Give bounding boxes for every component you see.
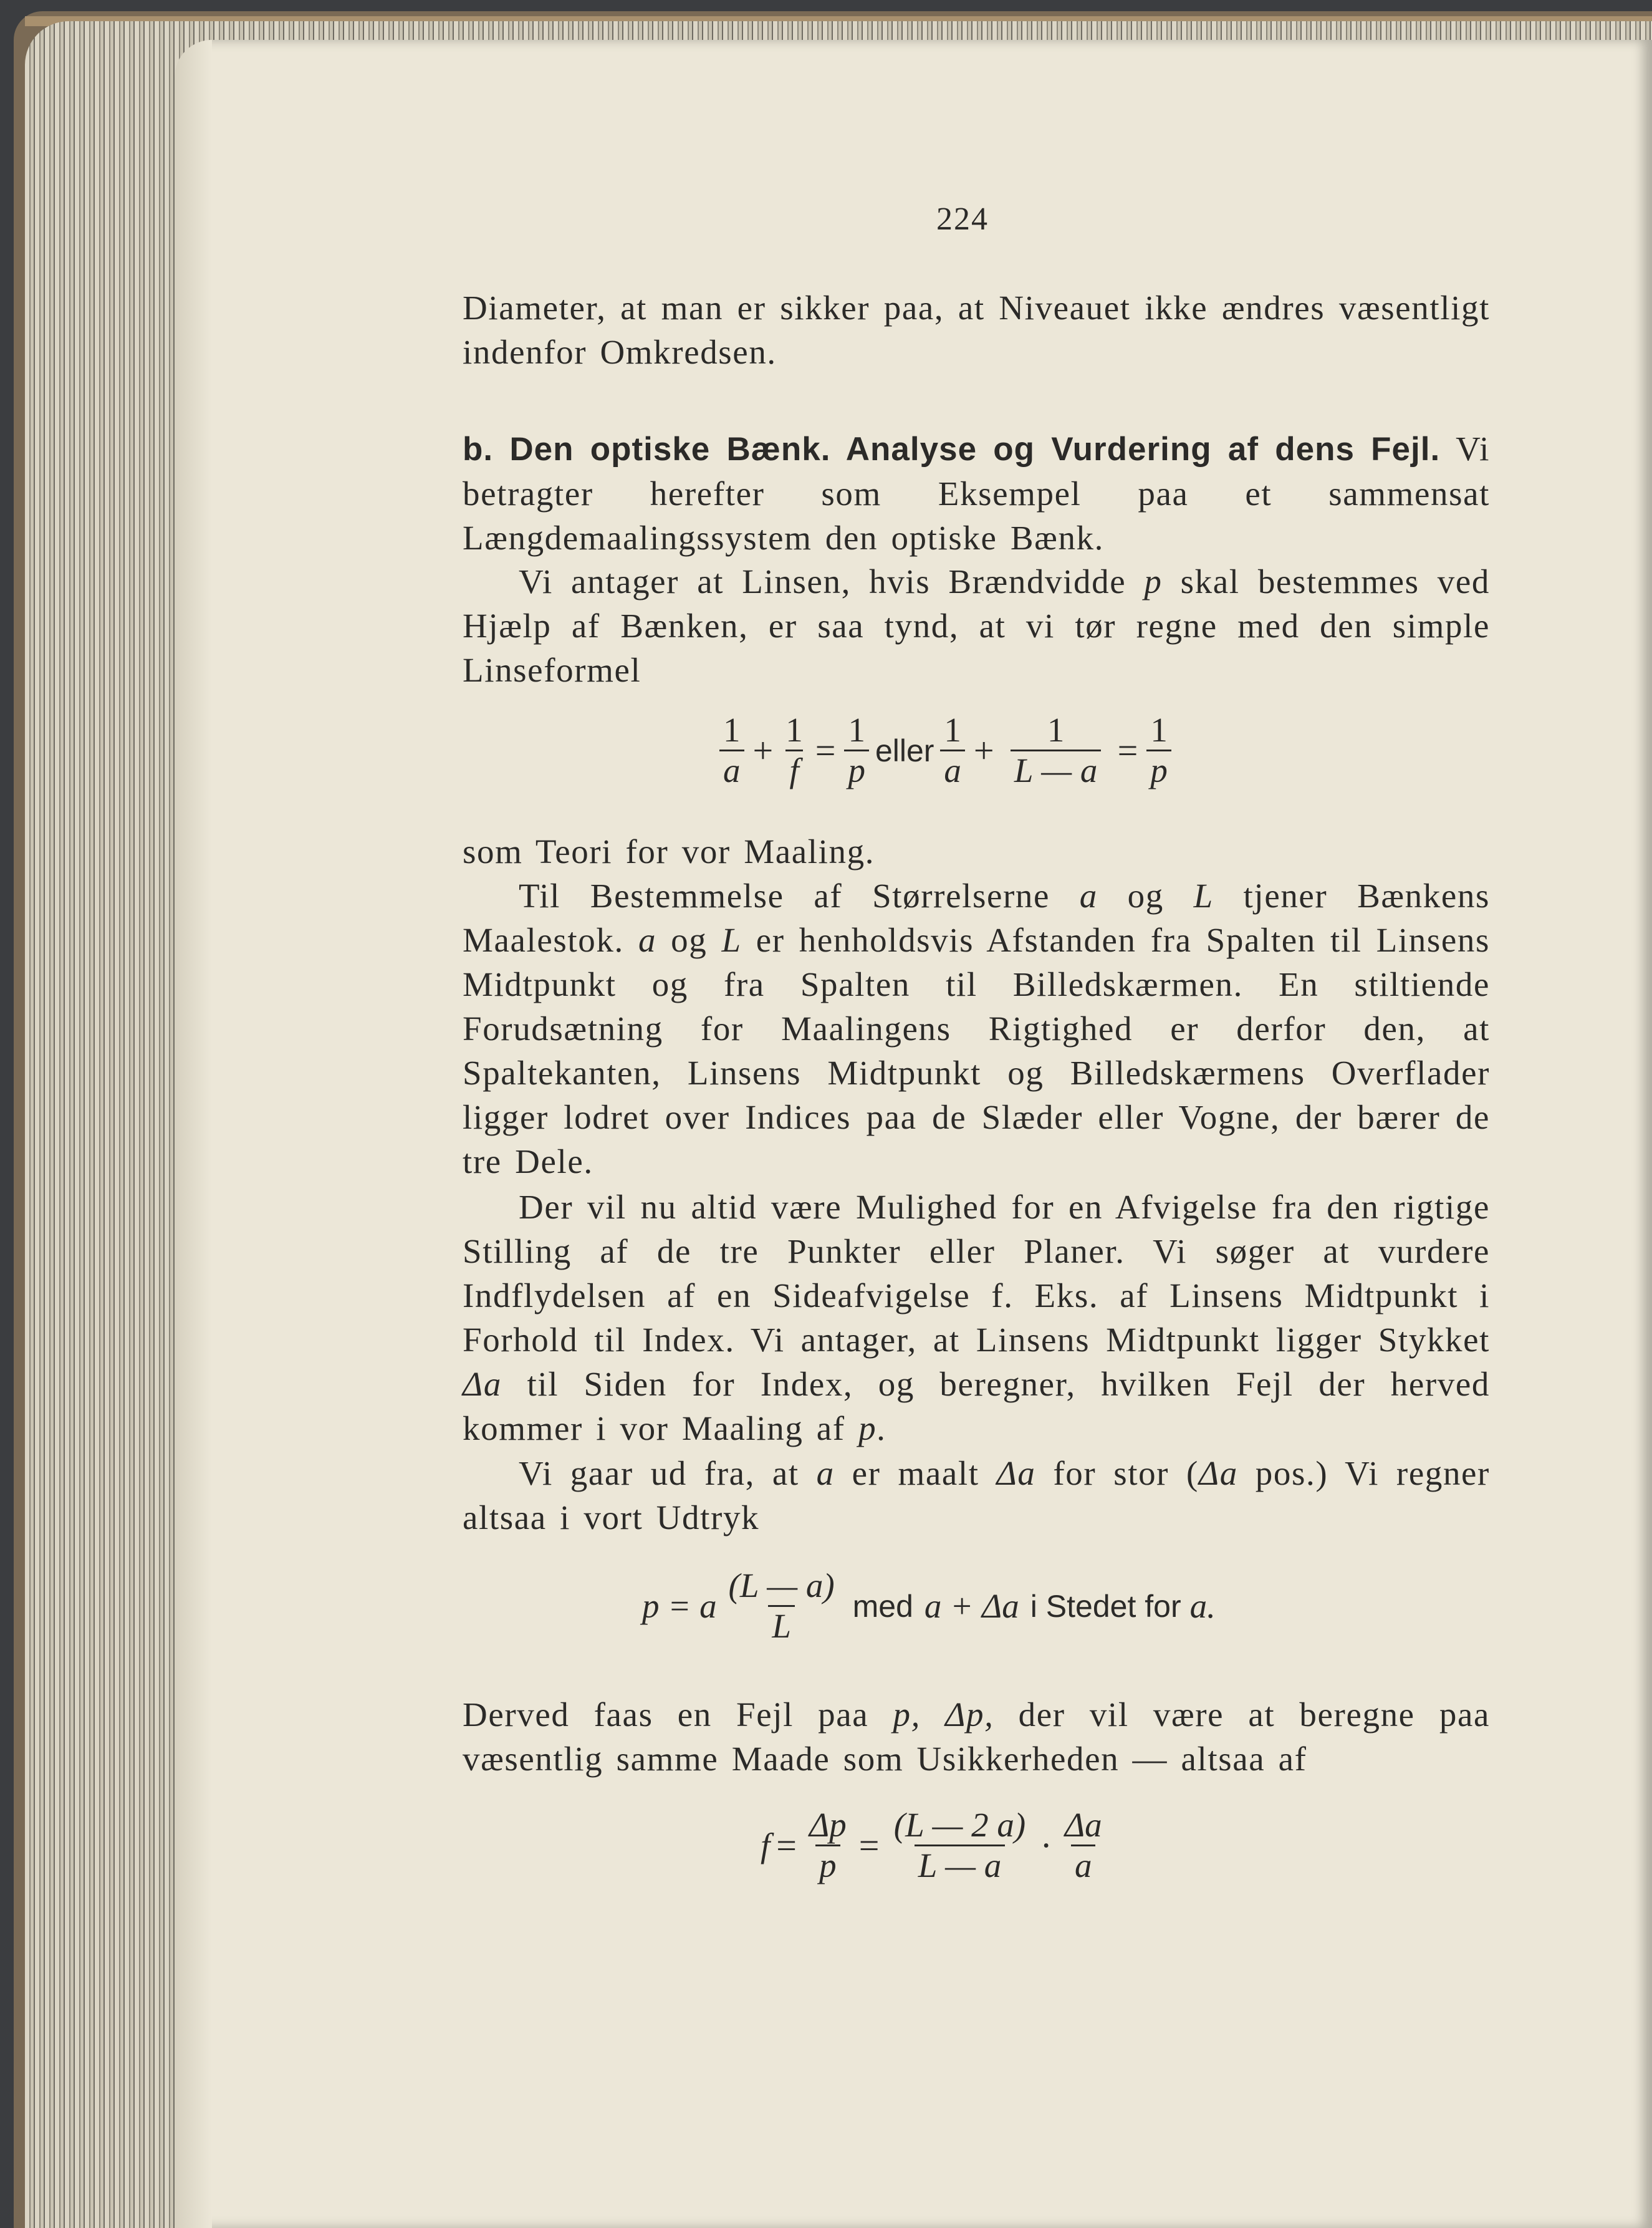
var-delta-a: Δa xyxy=(996,1454,1036,1492)
paragraph-bestemmelse xyxy=(463,874,1490,1184)
frac-1-p: $\frac{1}{p}$ xyxy=(844,711,869,790)
text-run: Der vil nu altid være Mulighed for en Afvigelse fra den rigtige Stilling af de tre Punkter eller Planer. Vi søger at vurdere Indflydelsen af en Sideafvigelse f. Eks. af Linsens Midtpunkt i Forhold til Index. Vi antager, at Linsens Midtpunkt ligger Stykket xyxy=(463,1188,1490,1359)
frac-1-L-minus-a: $\frac{1}{L — a}$ xyxy=(1003,711,1109,790)
var-L: L xyxy=(721,921,742,959)
section-heading: b. Den optiske Bænk. Analyse og Vurdering af dens Fejl. xyxy=(463,431,1441,468)
plus-sign: + xyxy=(752,730,774,771)
equals-sign: = xyxy=(858,1825,880,1866)
frac-1-a: $\frac{1}{a}$ xyxy=(940,711,965,790)
var-a: a xyxy=(816,1454,835,1492)
paragraph-linse xyxy=(463,559,1490,692)
var-f: f xyxy=(761,1826,771,1864)
text-run: Til Bestemmelse af Størrelserne xyxy=(519,877,1080,915)
text-run: Derved faas en Fejl paa xyxy=(463,1695,893,1734)
text-run: og xyxy=(1097,877,1194,915)
var-p-delta-p: p, Δp, xyxy=(893,1695,994,1734)
equals-sign: = xyxy=(776,1825,797,1866)
text-run: der vil være at beregne paa væsentlig samme Maade som Usikkerheden — altsaa af xyxy=(463,1695,1490,1778)
var-a: a xyxy=(638,921,657,959)
word-i-stedet-for: i Stedet for xyxy=(1030,1588,1181,1624)
frac-L-minus-2a-over-L-minus-a: $\frac{(L — 2 a)}{L — a}$ xyxy=(893,1806,1026,1884)
text-run: skal bestemmes ved Hjælp af Bænken, er saa tynd, at vi tør regne med den simple Linseformel xyxy=(463,562,1490,689)
frac-1-f: $\frac{1}{f}$ xyxy=(785,711,803,789)
text-run: er maalt xyxy=(834,1454,997,1492)
equals-sign: = xyxy=(1117,730,1138,771)
var-delta-a: Δa xyxy=(1198,1454,1238,1492)
frac-dp-over-p: $\frac{\Delta p}{p}$ xyxy=(809,1806,847,1884)
text-run: Vi gaar ud fra, at xyxy=(519,1454,817,1492)
paragraph-diameter: Diameter, at man er sikker paa, at Niveauet ikke ændres væsentligt indenfor Omkredsen. xyxy=(463,289,1490,371)
text-run: tjener Bænkens Maalestok. xyxy=(463,877,1490,959)
error-formula xyxy=(761,1806,1108,1885)
p-formula xyxy=(642,1566,1216,1646)
var-a: a. xyxy=(1189,1587,1216,1625)
frac-1-p: $\frac{1}{p}$ xyxy=(1146,711,1171,790)
lens-formula xyxy=(717,711,1174,790)
plus-sign: + xyxy=(973,730,994,771)
paragraph-gaar-ud-fra xyxy=(463,1451,1490,1540)
section-intro-text: Vi betragter herefter som Eksempel paa et sammensat Længdemaalingssystem den optiske Bænk. xyxy=(463,430,1490,557)
text-run: og xyxy=(656,921,722,959)
frac-da-over-a: $\frac{\Delta a}{a}$ xyxy=(1064,1806,1102,1884)
text-run: for stor ( xyxy=(1035,1454,1199,1492)
text-run: . xyxy=(876,1409,886,1447)
var-p: p xyxy=(858,1409,877,1447)
frac-1-a: $\frac{1}{a}$ xyxy=(719,711,744,790)
text-run: Vi antager at Linsen, hvis Brændvidde xyxy=(519,562,1145,600)
word-med: med xyxy=(852,1588,913,1624)
var-delta-a: Δa xyxy=(463,1365,502,1403)
word-eller: eller xyxy=(875,733,934,768)
frac-L-minus-a-over-L: $\frac{(L — a)}{L}$ xyxy=(728,1566,835,1645)
var-a: a xyxy=(1079,877,1098,915)
section-b-paragraph xyxy=(463,427,1490,560)
expr-a-plus-delta-a: a + Δa xyxy=(924,1587,1019,1625)
formula-lhs: p = a xyxy=(642,1587,717,1625)
paragraph-afvigelse xyxy=(463,1185,1490,1450)
paragraph-derved xyxy=(463,1692,1490,1781)
paragraph-teori: som Teori for vor Maaling. xyxy=(463,832,875,870)
text-run: til Siden for Index, og beregner, hvilken Fejl der herved kommer i vor Maaling af xyxy=(463,1365,1490,1447)
text-run: er henholdsvis Afstanden fra Spalten til Linsens Midtpunkt og fra Spalten til Billedskærmen. En stiltiende Forudsætning for Maalingens Rigtighed er derfor den, at Spaltekanten, Linsens Midtpunkt og Billedskærmens Overflader ligger lodret over Indices paa de Slæder eller Vogne, der bærer de tre Dele. xyxy=(463,921,1490,1180)
equals-sign: = xyxy=(815,730,836,771)
text-run: pos.) Vi regner altsaa i vort Udtryk xyxy=(463,1454,1490,1536)
dot-operator: · xyxy=(1040,1825,1052,1866)
var-p: p xyxy=(1144,562,1163,600)
page-number: 224 xyxy=(936,201,989,237)
var-L: L xyxy=(1193,877,1214,915)
